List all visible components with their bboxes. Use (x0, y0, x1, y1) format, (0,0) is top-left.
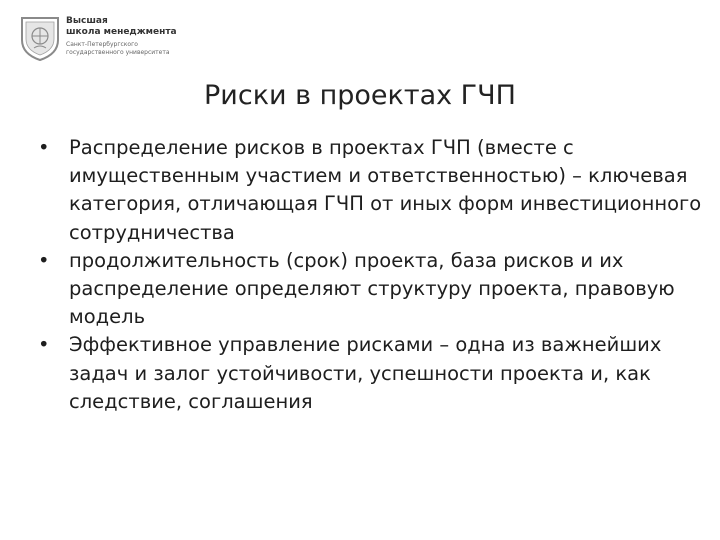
slide-title: Риски в проектах ГЧП (204, 80, 516, 111)
logo-text (66, 16, 190, 57)
bullet-text: продолжительность (срок) проекта, база рисков и их распределение определяют структуру проекта, правовую модель (69, 248, 675, 329)
bullet-dot: • (38, 333, 50, 357)
logo-line-2: школа менеджмента (66, 27, 177, 37)
logo (18, 14, 188, 70)
gsom-emblem-icon (18, 14, 62, 62)
bullet-text: Эффективное управление рисками – одна из важнейших задач и залог устойчивости, успешности проекта и, как следствие, соглашения (69, 333, 662, 413)
bullet-list (38, 134, 710, 416)
bullet-item (38, 134, 710, 247)
logo-line-3: Санкт-Петербургского (66, 41, 138, 48)
bullet-item (38, 247, 710, 332)
logo-line-1: Высшая (66, 16, 108, 26)
bullet-dot: • (38, 248, 50, 272)
bullet-text: Распределение рисков в проектах ГЧП (вместе с имущественным участием и ответственностью) – ключевая категория, отличающая ГЧП от иных форм инвестиционного сотрудничества (69, 136, 702, 244)
logo-line-4: государственного университета (66, 49, 170, 56)
bullet-dot: • (38, 136, 50, 159)
bullet-item (38, 331, 710, 416)
